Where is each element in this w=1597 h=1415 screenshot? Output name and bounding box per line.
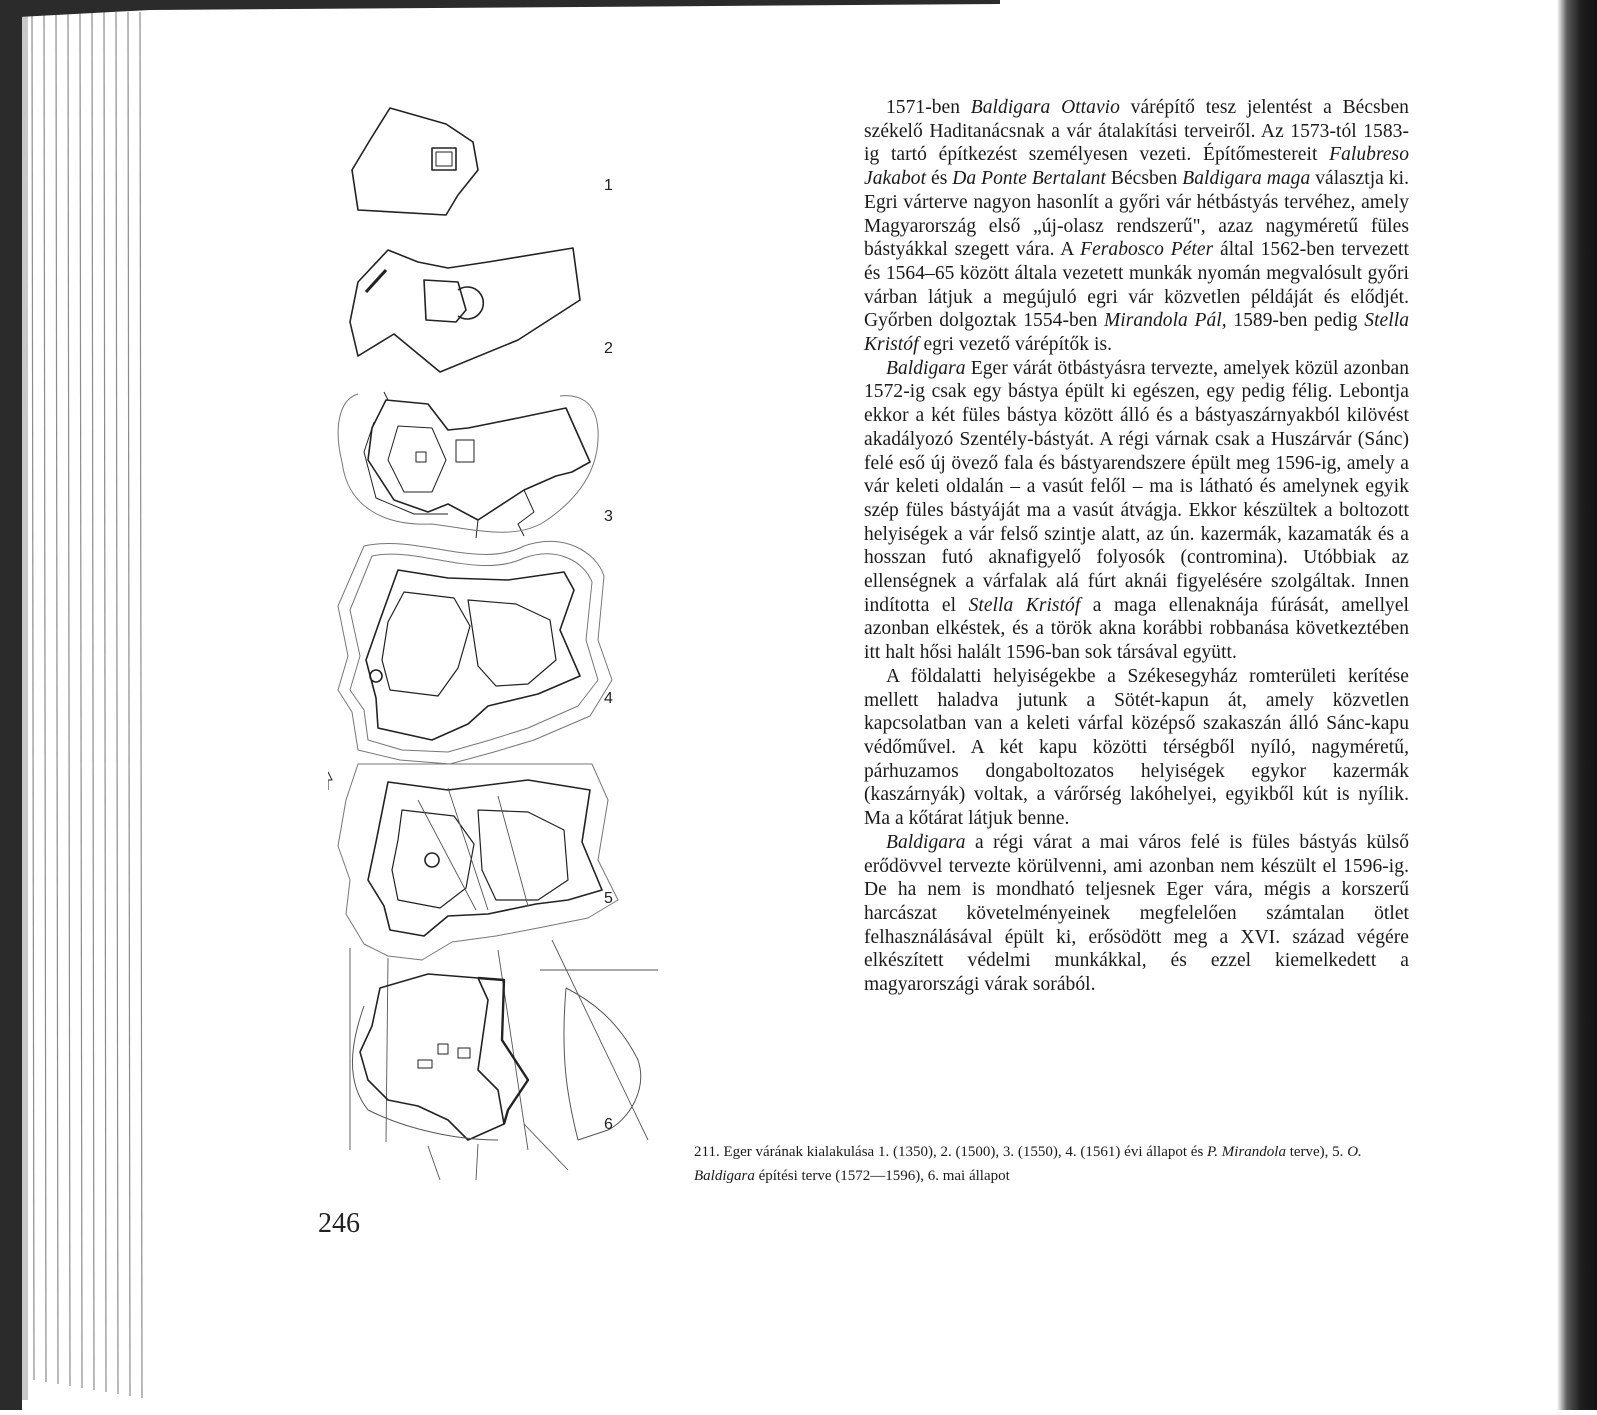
italic-run: Stella Kristóf bbox=[864, 310, 1409, 356]
plan-label-1: 1 bbox=[604, 177, 613, 194]
book-gutter-shadow bbox=[1557, 0, 1597, 1410]
italic-run: Baldigara Ottavio bbox=[970, 97, 1120, 118]
italic-run: Da Ponte Bertalant bbox=[952, 168, 1106, 190]
text-run: a maga ellenaknája fúrását, amellyel azonban elkéstek, és a török akna korábbi robbanása következtében itt halt hősi halált 1596-ban sok társával együtt. bbox=[864, 594, 1410, 664]
body-text bbox=[864, 96, 1409, 997]
text-run: 1589-ben pedig bbox=[1226, 310, 1365, 332]
text-run: Bécsben bbox=[1105, 168, 1183, 190]
text-run: által 1562-ben tervezett és 1564–65 között általa vezetett munkák nyomán megvalósult győri várban látjuk a megújuló egri vár közvetlen példáját és elődjét. Győrben dolgoztak 1554-ben bbox=[864, 239, 1409, 332]
text-run: A földalatti helyiségekbe a Székesegyház romterületi kerítése mellett haladva jutunk a Sötét-kapun át, amely közvetlen kapcsolatban van a keleti várfal középső szakaszán álló Sánc-kapu védőművel. A két kapu közötti térségből nyíló, nagyméretű, párhuzamos dongaboltozatos helyiségek egykor kazermák (kaszárnyák) voltak, a várőrség lakóhelyei, egyikből kút is nyílik. Ma a kőtárat látjuk benne. bbox=[864, 665, 1409, 830]
plan-label-4: 4 bbox=[604, 690, 613, 707]
italic-run: Baldigara maga bbox=[1182, 168, 1311, 190]
paragraph-2 bbox=[864, 357, 1409, 665]
text-run: Eger várát ötbástyásra tervezte, amelyek közül azonban 1572-ig csak egy bástya épült ki egészen, egy pedig félig. Lebontja ekkor a két füles bástya között álló és a bástyaszárnyakból kilövést akadályozó Szentély-bástyát. A régi várnak csak a Huszárvár (Sánc) felé eső új övező fala és bástyarendszere épült meg 1596-ig, amely a vár keleti oldalán – a vasút felől – ma is látható és amelynek egyik szép füles bástyáját ma a vasút átvágja. Ekkor készültek a boltozott helyiségek a vár felső szintje alatt, az ún. kazermák, kazamaták és a hosszan futó aknafigyelő folyosók (contromina). Utóbbiak az ellenségnek a várfalak alá fúrt aknái figyelésére szolgáltak. Innen indította el bbox=[864, 357, 1409, 616]
text-run: várépítő tesz jelentést a Bécsben székelő Haditanácsnak a vár átalakítási terveiről. Az 1573-tól 1583-ig tartó építkezést személyesen vezeti. Építőmestereit bbox=[864, 97, 1409, 166]
text-run: választja ki. Egri várterve nagyon hasonlít a győri vár hétbástyás tervéhez, amely Magyarország első „új-olasz rendszerű", azaz nagyméretű füles bástyákkal szegett vára. A bbox=[864, 168, 1409, 261]
top-edge bbox=[0, 0, 1000, 22]
page-edge-stack bbox=[0, 0, 160, 1410]
castle-plans-figure bbox=[328, 100, 658, 1180]
text-run: építési terve (1572—1596), 6. mai állapot bbox=[754, 1168, 1010, 1184]
paragraph-4 bbox=[864, 831, 1409, 997]
page-number: 246 bbox=[318, 1208, 360, 1239]
castle-plans-drawing bbox=[328, 100, 658, 1180]
text-run: a régi várat a mai város felé is füles bástyás külső erődövvel tervezte körülvenni, ami azonban nem készült el 1596-ig. De ha nem is mondható teljesnek Eger vára, mégis a korszerű harcászat követelményeinek megfelelően számtalan ötlet felhasználásával épült ki, erősödött meg a XVI. század végére elkészített védelmi munkákkal, és ezzel kiemelkedett a magyarországi várak sorából. bbox=[864, 831, 1409, 996]
italic-run: Mirandola Pál, bbox=[1103, 310, 1227, 332]
italic-run: Baldigara bbox=[886, 357, 966, 379]
text-run: 1571-ben bbox=[886, 97, 971, 118]
italic-run: Falubreso Jakabot bbox=[864, 144, 1409, 190]
paragraph-3 bbox=[864, 665, 1409, 831]
italic-run: Baldigara bbox=[886, 831, 966, 853]
figure-caption bbox=[694, 1140, 1412, 1188]
paragraph-1 bbox=[864, 96, 1409, 357]
text-run: és bbox=[926, 168, 953, 190]
italic-run: Ferabosco Péter bbox=[1080, 239, 1214, 261]
text-run: egri vezető várépítők is. bbox=[918, 334, 1113, 356]
plan-label-3: 3 bbox=[604, 508, 613, 525]
text-run: terve), 5. bbox=[1285, 1144, 1348, 1160]
italic-run: Stella Kristóf bbox=[968, 594, 1081, 616]
plan-label-6: 6 bbox=[604, 1116, 613, 1133]
text-run: 211. Eger várának kialakulása 1. (1350), 2. (1500), 3. (1550), 4. (1561) évi állapot és bbox=[694, 1144, 1208, 1160]
plan-label-5: 5 bbox=[604, 890, 613, 907]
italic-run: P. Mirandola bbox=[1207, 1144, 1286, 1160]
plan-label-2: 2 bbox=[604, 340, 613, 357]
italic-run: O. Baldigara bbox=[694, 1144, 1362, 1184]
